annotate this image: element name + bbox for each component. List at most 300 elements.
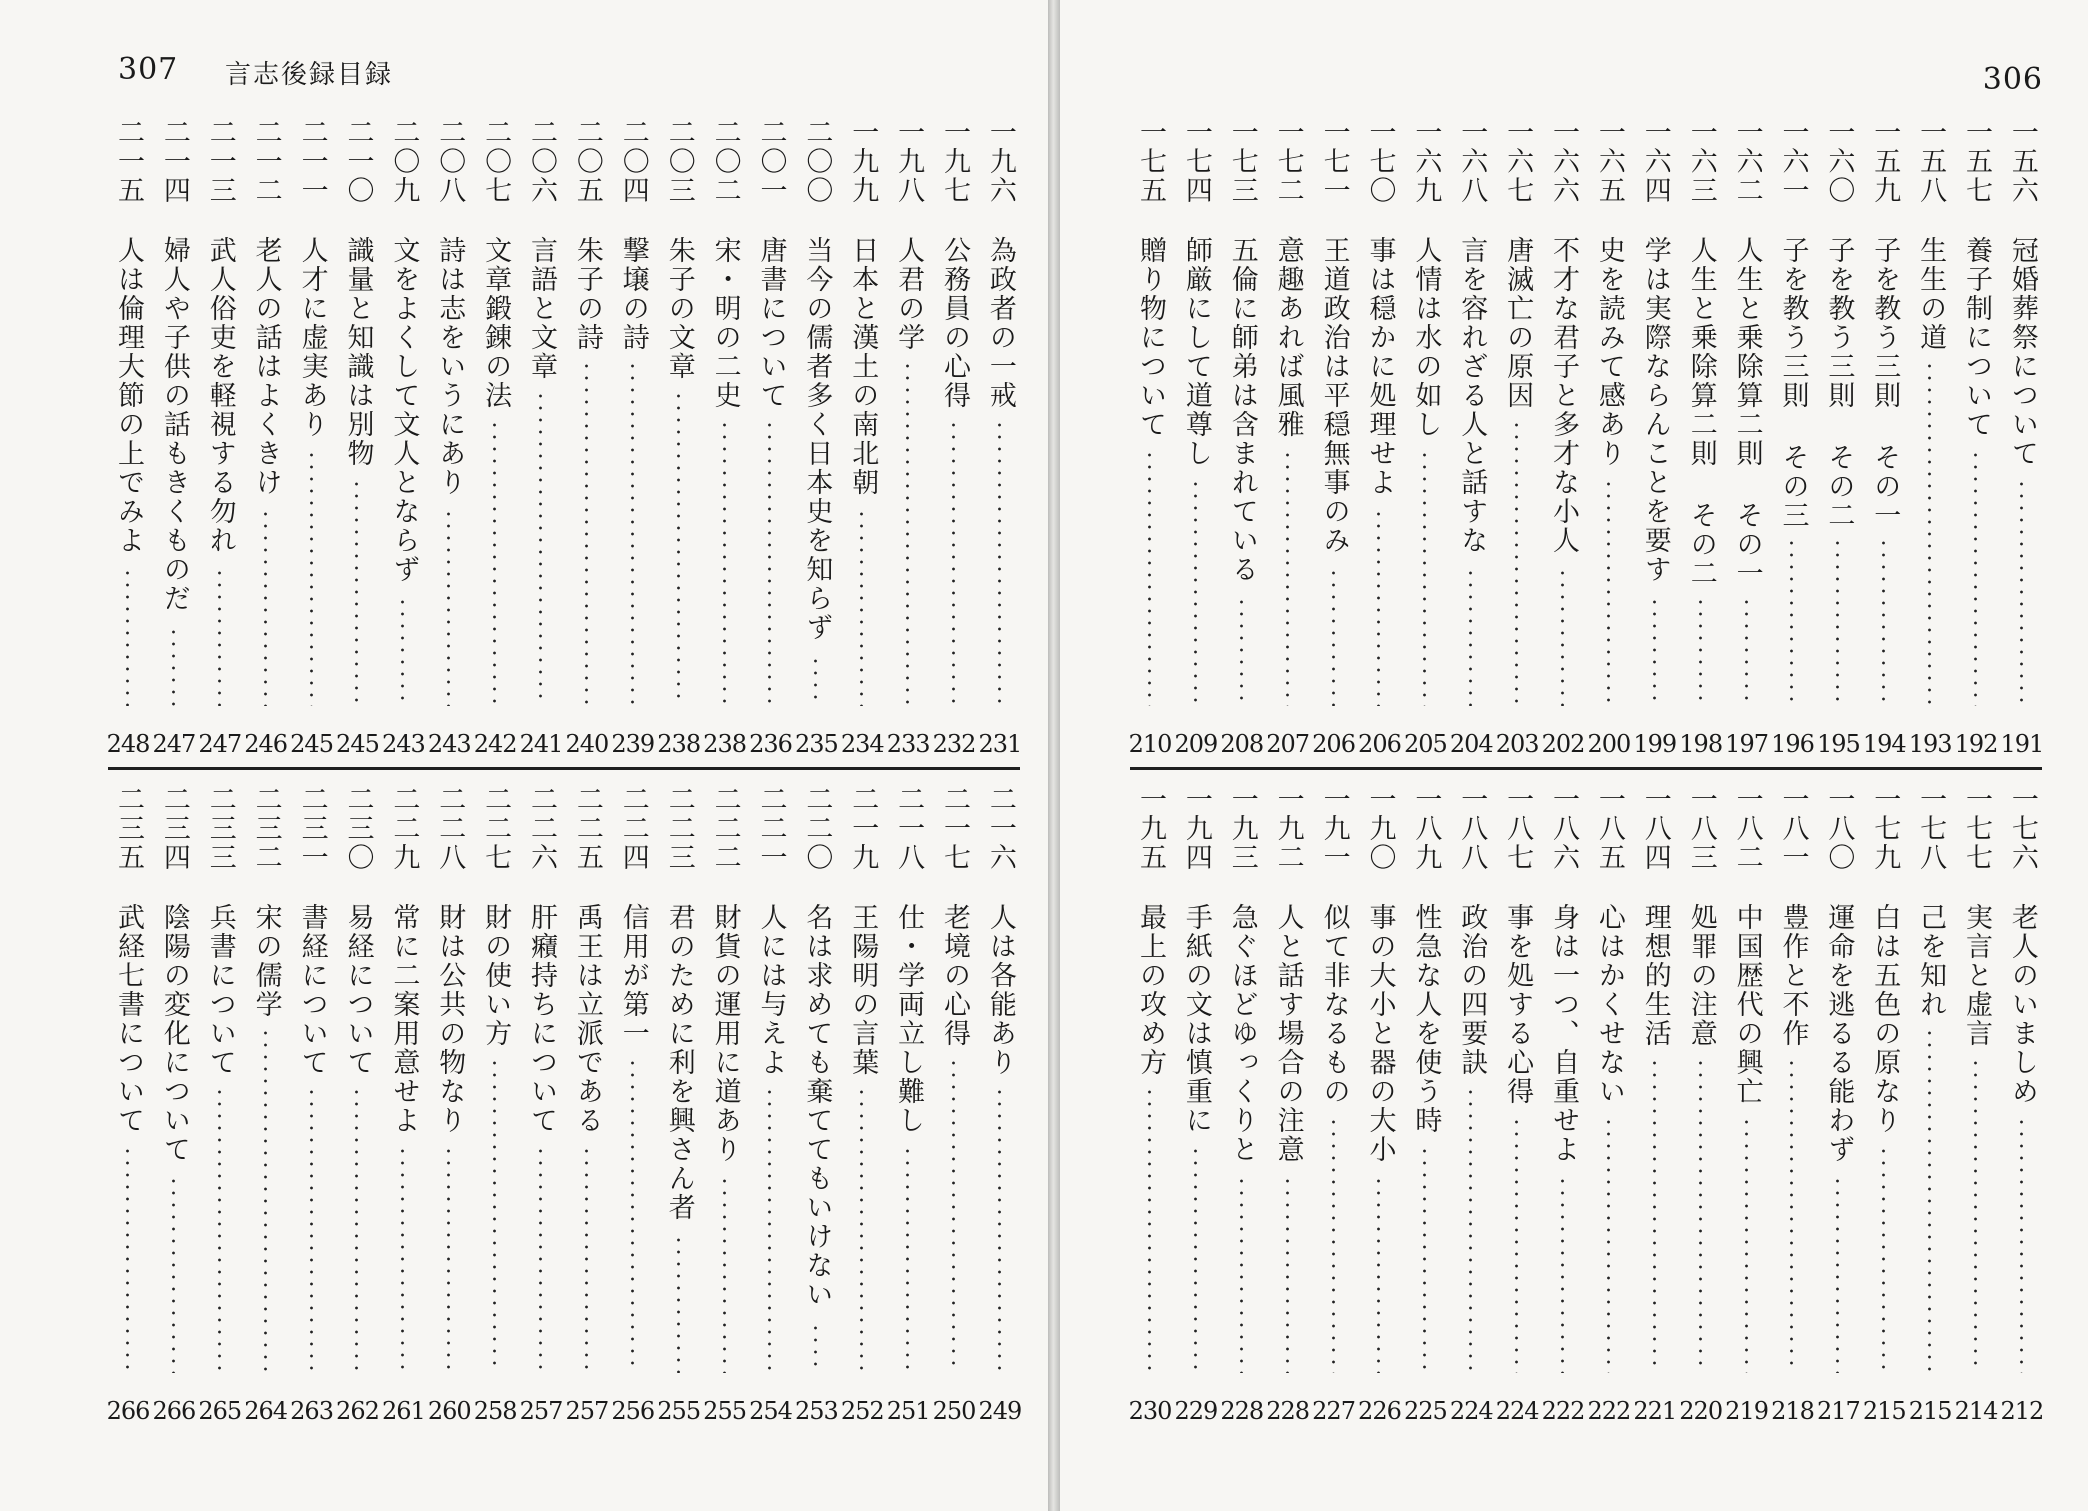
entry-page-number: 260: [427, 1397, 471, 1425]
entry-number: 二〇四: [617, 118, 649, 205]
entry-number: 一九八: [893, 118, 925, 205]
entry-number: 二二〇: [801, 785, 833, 872]
entry-title: 事は穏かに処理せよ: [1364, 236, 1396, 497]
dot-leader: [1332, 567, 1335, 707]
toc-lower-section: [1130, 785, 2042, 1425]
toc-entry: [888, 118, 928, 758]
entry-number: 一八一: [1777, 785, 1809, 872]
entry-number: 二二五: [571, 785, 603, 872]
dot-leader: [401, 1145, 404, 1373]
entry-page-number: 222: [1587, 1397, 1631, 1425]
dot-leader: [860, 1086, 863, 1373]
entry-number: 一九三: [1226, 785, 1258, 872]
entry-title: 生生の道: [1915, 236, 1947, 352]
dot-leader: [1699, 1057, 1702, 1374]
dot-leader: [1974, 449, 1977, 707]
entry-number: 一九七: [939, 118, 971, 205]
entry-page-number: 229: [1174, 1397, 1218, 1425]
entry-page-number: 200: [1587, 730, 1631, 758]
entry-title: 為政者の一戒: [984, 236, 1016, 410]
entry-page-number: 241: [519, 730, 563, 758]
toc-entry: [1635, 118, 1675, 758]
entry-page-number: 196: [1771, 730, 1814, 758]
dot-leader: [1194, 478, 1197, 706]
toc-entry: [1864, 118, 1904, 758]
dot-leader: [539, 1145, 542, 1373]
toc-entry: [1359, 118, 1399, 758]
entry-number: 二二八: [434, 785, 466, 872]
entry-page-number: 215: [1862, 1397, 1906, 1425]
entry-title: 人生と乗除算二則 その一: [1731, 236, 1763, 588]
entry-title: 師厳にして道尊し: [1180, 236, 1212, 468]
entry-title: 言を容れざる人と話すな: [1456, 236, 1488, 555]
entry-title: 禹王は立派である: [571, 903, 603, 1135]
entry-title: 常に二案用意せよ: [388, 903, 420, 1135]
toc-entry: [705, 785, 745, 1425]
dot-leader: [1836, 537, 1839, 706]
entry-page-number: 236: [749, 730, 792, 758]
entry-page-number: 261: [381, 1397, 425, 1425]
entry-page-number: 255: [657, 1397, 701, 1425]
entry-page-number: 242: [473, 730, 517, 758]
entry-number: 一七四: [1180, 118, 1212, 205]
dot-leader: [1286, 449, 1289, 707]
entry-title: 王陽明の言葉: [847, 903, 879, 1077]
entry-page-number: 253: [794, 1397, 838, 1425]
toc-entry: [521, 118, 561, 758]
entry-page-number: 248: [106, 730, 150, 758]
dot-leader: [1148, 1086, 1151, 1373]
entry-title: 手紙の文は慎重に: [1180, 903, 1212, 1135]
entry-page-number: 202: [1541, 730, 1585, 758]
toc-entry: [1268, 785, 1308, 1425]
entry-page-number: 217: [1816, 1397, 1860, 1425]
dot-leader: [1882, 1145, 1885, 1373]
entry-title: 己を知れ: [1915, 903, 1947, 1019]
entry-number: 一七二: [1272, 118, 1304, 205]
dot-leader: [1928, 360, 1931, 706]
entry-title: 朱子の詩: [571, 236, 603, 352]
entry-page-number: 191: [2000, 730, 2044, 758]
entry-title: 性急な人を使う時: [1410, 903, 1442, 1135]
toc-entry: [1681, 785, 1721, 1425]
dot-leader: [1469, 1086, 1472, 1373]
toc-entry: [888, 785, 928, 1425]
toc-entry: [1543, 785, 1583, 1425]
toc-entry: [1405, 785, 1445, 1425]
toc-entry: [980, 118, 1020, 758]
entry-title: 冠婚葬祭について: [2006, 236, 2038, 468]
dot-leader: [355, 478, 358, 706]
entry-title: 武人俗吏を軽視する勿れ: [204, 236, 236, 555]
dot-leader: [1928, 1027, 1931, 1373]
entry-number: 一六四: [1639, 118, 1671, 205]
dot-leader: [126, 567, 129, 707]
toc-entry: [337, 785, 377, 1425]
entry-page-number: 195: [1816, 730, 1860, 758]
dot-leader: [1745, 596, 1748, 706]
entry-title: 文章鍛錬の法: [480, 236, 512, 410]
entry-page-number: 266: [106, 1397, 150, 1425]
entry-page-number: 247: [152, 730, 196, 758]
entry-title: 人は各能あり: [984, 903, 1016, 1077]
entry-page-number: 212: [2000, 1397, 2044, 1425]
entry-page-number: 197: [1725, 730, 1768, 758]
toc-entry: [750, 785, 790, 1425]
entry-number: 一五六: [2006, 118, 2038, 205]
entry-title: 豊作と不作: [1777, 903, 1809, 1048]
entry-number: 二〇三: [663, 118, 695, 205]
entry-number: 二〇一: [755, 118, 787, 205]
entry-page-number: 232: [932, 730, 976, 758]
entry-title: 五倫に師弟は含まれている: [1226, 236, 1258, 584]
toc-entry: [1451, 118, 1491, 758]
dot-leader: [1607, 1116, 1610, 1374]
entry-page-number: 228: [1266, 1397, 1310, 1425]
toc-entry: [1589, 785, 1629, 1425]
entry-page-number: 224: [1495, 1397, 1539, 1425]
entry-title: 史を読みて感あり: [1593, 236, 1625, 468]
toc-entry: [1818, 785, 1858, 1425]
toc-entry: [659, 785, 699, 1425]
toc-entry: [613, 118, 653, 758]
toc-entry: [1818, 118, 1858, 758]
entry-page-number: 240: [565, 730, 609, 758]
entry-number: 一八五: [1593, 785, 1625, 872]
entry-title: 唐書について: [755, 236, 787, 410]
entry-number: 二〇二: [709, 118, 741, 205]
entry-title: 仕・学両立し難し: [893, 903, 925, 1135]
toc-entry: [1497, 785, 1537, 1425]
toc-entry: [1543, 118, 1583, 758]
entry-title: 子を教う三則 その二: [1823, 236, 1855, 530]
toc-entry: [383, 118, 423, 758]
toc-entry: [1359, 785, 1399, 1425]
entry-page-number: 199: [1633, 730, 1677, 758]
dot-leader: [1286, 1175, 1289, 1374]
entry-page-number: 249: [978, 1397, 1022, 1425]
entry-number: 一七九: [1869, 785, 1901, 872]
entry-number: 二三四: [158, 785, 190, 872]
dot-leader: [723, 419, 726, 706]
dot-leader: [1240, 1175, 1243, 1374]
entry-title: 実言と虚言: [1961, 903, 1993, 1048]
entry-title: 人には与えよ: [755, 903, 787, 1077]
toc-entry: [1956, 785, 1996, 1425]
entry-number: 二〇八: [434, 118, 466, 205]
entry-number: 一八〇: [1823, 785, 1855, 872]
entry-title: 似て非なるもの: [1318, 903, 1350, 1106]
entry-number: 二二九: [388, 785, 420, 872]
page-number: 307: [118, 52, 179, 87]
entry-page-number: 225: [1403, 1397, 1447, 1425]
dot-leader: [860, 508, 863, 707]
entry-number: 一七三: [1226, 118, 1258, 205]
dot-leader: [218, 567, 221, 707]
entry-number: 一八七: [1502, 785, 1534, 872]
section-divider: [1130, 767, 2042, 770]
entry-number: 二〇六: [526, 118, 558, 205]
entry-page-number: 218: [1771, 1397, 1814, 1425]
entry-title: 事を処する心得: [1502, 903, 1534, 1106]
toc-entry: [154, 785, 194, 1425]
dot-leader: [172, 626, 175, 707]
dot-leader: [172, 1175, 175, 1374]
entry-title: 君のために利を興さん者: [663, 903, 695, 1222]
dot-leader: [1699, 596, 1702, 706]
entry-page-number: 234: [840, 730, 884, 758]
toc-entry: [934, 785, 974, 1425]
entry-number: 二一九: [847, 785, 879, 872]
toc-entry: [1130, 118, 1170, 758]
entry-page-number: 233: [886, 730, 930, 758]
entry-number: 二一三: [204, 118, 236, 205]
dot-leader: [906, 360, 909, 706]
entry-page-number: 235: [794, 730, 838, 758]
entry-number: 一八三: [1685, 785, 1717, 872]
entry-title: 政治の四要訣: [1456, 903, 1488, 1077]
entry-title: 兵書について: [204, 903, 236, 1077]
entry-page-number: 227: [1312, 1397, 1355, 1425]
dot-leader: [1974, 1057, 1977, 1374]
toc-entry: [429, 118, 469, 758]
entry-title: 信用が第一: [617, 903, 649, 1048]
entry-title: 事の大小と器の大小: [1364, 903, 1396, 1164]
entry-title: 学は実際ならんことを要す: [1639, 236, 1671, 584]
entry-page-number: 243: [381, 730, 425, 758]
entry-page-number: 264: [244, 1397, 288, 1425]
entry-number: 一七〇: [1364, 118, 1396, 205]
entry-number: 一六二: [1731, 118, 1763, 205]
entry-page-number: 239: [611, 730, 655, 758]
entry-page-number: 207: [1266, 730, 1310, 758]
entry-title: 唐滅亡の原因: [1502, 236, 1534, 410]
entry-page-number: 247: [198, 730, 242, 758]
toc-entry: [1405, 118, 1445, 758]
dot-leader: [493, 1057, 496, 1374]
entry-title: 最上の攻め方: [1135, 903, 1166, 1077]
toc-entry: [1176, 118, 1216, 758]
entry-number: 一六八: [1456, 118, 1488, 205]
entry-page-number: 263: [290, 1397, 333, 1425]
entry-title: 人情は水の如し: [1410, 236, 1442, 439]
entry-page-number: 245: [336, 730, 379, 758]
entry-number: 二一一: [296, 118, 328, 205]
toc-entry: [1635, 785, 1675, 1425]
toc-entry: [108, 785, 148, 1425]
entry-number: 一六七: [1502, 118, 1534, 205]
entry-page-number: 254: [749, 1397, 792, 1425]
entry-page-number: 251: [886, 1397, 930, 1425]
dot-leader: [998, 419, 1001, 706]
dot-leader: [1515, 419, 1518, 706]
entry-number: 一九一: [1318, 785, 1350, 872]
entry-page-number: 226: [1358, 1397, 1401, 1425]
toc-entry: [1130, 785, 1170, 1425]
dot-leader: [768, 419, 771, 706]
entry-number: 一八九: [1410, 785, 1442, 872]
toc-entry: [2002, 785, 2042, 1425]
entry-page-number: 208: [1220, 730, 1264, 758]
entry-title: 贈り物について: [1135, 236, 1166, 439]
entry-title: 人才に虚実あり: [296, 236, 328, 439]
entry-title: 人君の学: [893, 236, 925, 352]
toc-entries: [108, 785, 1020, 1425]
entry-page-number: 203: [1495, 730, 1539, 758]
entry-number: 二三五: [113, 785, 144, 872]
dot-leader: [1561, 567, 1564, 707]
toc-entry: [1314, 785, 1354, 1425]
toc-entry: [1314, 118, 1354, 758]
toc-lower-section: [108, 785, 1020, 1425]
entry-page-number: 231: [978, 730, 1022, 758]
toc-entry: [750, 118, 790, 758]
entry-title: 公務員の心得: [939, 236, 971, 410]
entry-page-number: 220: [1679, 1397, 1723, 1425]
entry-number: 二二二: [709, 785, 741, 872]
toc-entry: [1268, 118, 1308, 758]
entry-number: 一七八: [1915, 785, 1947, 872]
entry-title: 書経について: [296, 903, 328, 1077]
toc-entry: [613, 785, 653, 1425]
toc-entries: [108, 118, 1020, 758]
toc-entry: [108, 118, 148, 758]
entry-number: 一六九: [1410, 118, 1442, 205]
entry-title: 財貨の運用に道あり: [709, 903, 741, 1164]
toc-entry: [842, 785, 882, 1425]
entry-page-number: 205: [1403, 730, 1447, 758]
toc-entry: [1727, 785, 1767, 1425]
entry-number: 二二四: [617, 785, 649, 872]
dot-leader: [2020, 1116, 2023, 1374]
dot-leader: [539, 390, 542, 707]
dot-leader: [952, 1057, 955, 1374]
toc-entry: [1864, 785, 1904, 1425]
toc-entry: [659, 118, 699, 758]
entry-number: 一六三: [1685, 118, 1717, 205]
entry-title: 急ぐほどゆっくりと: [1226, 903, 1258, 1164]
entry-number: 一五九: [1869, 118, 1901, 205]
entry-title: 当今の儒者多く日本史を知らず: [801, 236, 833, 642]
entry-page-number: 257: [565, 1397, 609, 1425]
entry-number: 二二七: [480, 785, 512, 872]
entry-title: 人は倫理大節の上でみよ: [113, 236, 144, 555]
toc-entry: [292, 785, 332, 1425]
entry-page-number: 258: [473, 1397, 517, 1425]
dot-leader: [814, 1322, 817, 1373]
dot-leader: [768, 1086, 771, 1373]
entry-page-number: 206: [1358, 730, 1401, 758]
entry-page-number: 221: [1633, 1397, 1677, 1425]
entry-number: 二一五: [113, 118, 144, 205]
entry-number: 二〇九: [388, 118, 420, 205]
entry-title: 宋の儒学: [250, 903, 282, 1019]
entry-title: 宋・明の二史: [709, 236, 741, 410]
entry-page-number: 245: [290, 730, 333, 758]
entry-title: 不才な君子と多才な小人: [1548, 236, 1580, 555]
entry-page-number: 265: [198, 1397, 242, 1425]
entry-title: 運命を逃るる能わず: [1823, 903, 1855, 1164]
entry-page-number: 193: [1908, 730, 1952, 758]
entry-number: 一九六: [984, 118, 1016, 205]
dot-leader: [952, 419, 955, 706]
entry-number: 一七一: [1318, 118, 1350, 205]
entry-title: 日本と漢土の南北朝: [847, 236, 879, 497]
entry-title: 詩は志をいうにあり: [434, 236, 466, 497]
book-gutter: [1048, 0, 1060, 1511]
entry-page-number: 219: [1725, 1397, 1768, 1425]
toc-entry: [1910, 785, 1950, 1425]
dot-leader: [1423, 1145, 1426, 1373]
entry-title: 陰陽の変化について: [158, 903, 190, 1164]
toc-entry: [200, 118, 240, 758]
dot-leader: [1836, 1175, 1839, 1374]
toc-entries: [1130, 118, 2042, 758]
dot-leader: [631, 360, 634, 706]
entry-title: 中国歴代の興亡: [1731, 903, 1763, 1106]
toc-entry: [154, 118, 194, 758]
dot-leader: [1882, 537, 1885, 706]
dot-leader: [1790, 537, 1793, 706]
toc-entry: [796, 785, 836, 1425]
entry-title: 文をよくして文人とならず: [388, 236, 420, 584]
toc-entry: [1772, 785, 1812, 1425]
entry-number: 二一八: [893, 785, 925, 872]
dot-leader: [1194, 1145, 1197, 1373]
entry-number: 一九五: [1135, 785, 1166, 872]
dot-leader: [906, 1145, 909, 1373]
dot-leader: [447, 508, 450, 707]
entry-page-number: 210: [1128, 730, 1172, 758]
dot-leader: [677, 390, 680, 707]
dot-leader: [585, 360, 588, 706]
toc-entry: [1222, 785, 1262, 1425]
entry-page-number: 198: [1679, 730, 1723, 758]
dot-leader: [126, 1145, 129, 1373]
dot-leader: [631, 1057, 634, 1374]
dot-leader: [218, 1086, 221, 1373]
toc-entry: [567, 785, 607, 1425]
entry-number: 二三二: [250, 785, 282, 872]
page-number: 306: [1982, 62, 2043, 97]
dot-leader: [585, 1145, 588, 1373]
entry-number: 一七七: [1961, 785, 1993, 872]
toc-entry: [796, 118, 836, 758]
toc-upper-section: [108, 118, 1020, 758]
entry-number: 一五七: [1961, 118, 1993, 205]
entry-number: 一六五: [1593, 118, 1625, 205]
entry-page-number: 215: [1908, 1397, 1952, 1425]
entry-number: 二二一: [755, 785, 787, 872]
entry-number: 二一六: [984, 785, 1016, 872]
dot-leader: [677, 1234, 680, 1374]
entry-page-number: 222: [1541, 1397, 1585, 1425]
entry-page-number: 194: [1862, 730, 1906, 758]
entry-page-number: 256: [611, 1397, 655, 1425]
toc-entry: [980, 785, 1020, 1425]
dot-leader: [264, 1027, 267, 1373]
entry-title: 武経七書について: [113, 903, 144, 1135]
toc-entry: [842, 118, 882, 758]
entry-title: 人生と乗除算二則 その二: [1685, 236, 1717, 588]
dot-leader: [1148, 449, 1151, 707]
toc-entry: [337, 118, 377, 758]
entry-title: 理想的生活: [1639, 903, 1671, 1048]
toc-entry: [521, 785, 561, 1425]
toc-entry: [567, 118, 607, 758]
dot-leader: [1515, 1116, 1518, 1374]
entry-page-number: 209: [1174, 730, 1218, 758]
